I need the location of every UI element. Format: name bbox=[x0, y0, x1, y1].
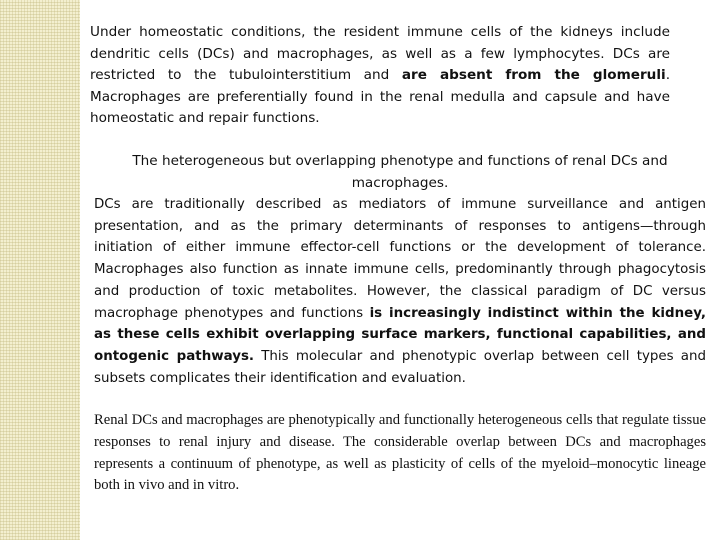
paragraph-renal-heterogeneity: Renal DCs and macrophages are phenotypically and functionally heterogeneous cells that regulate tissue responses to renal injury and disease. The considerable overlap between DCs and macrophages represents a continuum of phenotype, as well as plasticity of cells of the myeloid–monocytic lineage both in vivo and in vitro. bbox=[94, 412, 706, 494]
paragraph-1-emphasis: are absent from the glomeruli bbox=[401, 67, 666, 83]
section-heading: The heterogeneous but overlapping phenotype and functions of renal DCs and macrophages. bbox=[132, 153, 668, 191]
paragraph-dcs-macrophages bbox=[94, 194, 706, 389]
decorative-side-strip bbox=[0, 0, 80, 540]
paragraph-2-text-start: DCs are traditionally described as mediators of immune surveillance and antigen presentation, and as the primary determinants of responses to antigens—through initiation of either immune effector-cell functions or the development of tolerance. Macrophages also function as innate immune cells, predominantly through phagocytosis and production of toxic metabolites. However, the classical paradigm of DC versus macrophage phenotypes and functions bbox=[94, 197, 706, 321]
paragraph-1-text-end: . Macrophages are preferentially found in the renal medulla and capsule and have homeostatic and repair functions. bbox=[90, 67, 671, 126]
paragraph-2-text-end: This molecular and phenotypic overlap between cell types and subsets complicates their identification and evaluation. bbox=[94, 348, 706, 386]
paragraph-1-text-start: Under homeostatic conditions, the resident immune cells of the kidneys include dendritic cells (DCs) and macrophages, as well as a few lymphocytes. DCs are restricted to the tubulointerstitium and bbox=[90, 24, 670, 83]
paragraph-homeostatic-conditions bbox=[90, 22, 670, 130]
paragraph-2-emphasis: is increasingly indistinct within the kidney, as these cells exhibit overlapping surface markers, functional capabilities, and ontogenic pathways. bbox=[94, 305, 706, 364]
